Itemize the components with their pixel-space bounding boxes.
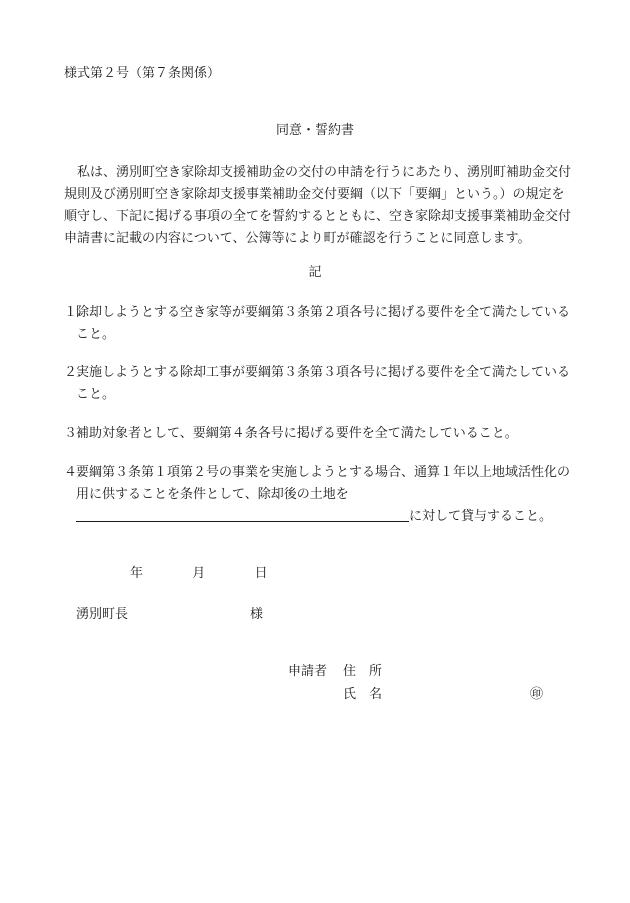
name-label: 氏 名 xyxy=(343,687,383,702)
item-number: １. xyxy=(64,305,82,320)
item-number: ４. xyxy=(64,465,82,480)
addressee-name: 湧別町長 xyxy=(76,607,129,622)
address-label: 住 所 xyxy=(343,664,383,679)
item-text-before-blank: 要綱第３条第１項第２号の事業を実施しようとする場合、通算１年以上地域活性化の用に供することを条件として、除却後の土地を xyxy=(76,465,571,502)
item-text xyxy=(76,462,576,528)
list-item xyxy=(64,462,576,528)
addressee xyxy=(76,604,263,626)
applicant-address-row xyxy=(288,661,382,683)
seal-mark: ㊞ xyxy=(530,687,544,702)
applicant-label: 申請者 xyxy=(288,664,328,679)
list-item xyxy=(64,362,576,406)
lessee-blank-field[interactable] xyxy=(76,507,409,522)
addressee-honorific: 様 xyxy=(250,607,264,622)
list-item xyxy=(64,302,576,346)
date-day-label: 日 xyxy=(254,566,268,581)
item-text: 補助対象者として、要綱第４条各号に掲げる要件を全て満たしていること。 xyxy=(76,426,518,441)
ki-label: 記 xyxy=(308,265,322,280)
item-text-after-blank: に対して貸与すること。 xyxy=(409,509,553,524)
date-year-label: 年 xyxy=(130,566,144,581)
intro-paragraph: 私は、湧別町空き家除却支援補助金の交付の申請を行うにあたり、湧別町補助金交付規則及び湧別町空き家除却支援事業補助金交付要綱（以下「要綱」という。）の規定を順守し、下記に掲げる事項の全てを誓約するとともに、空き家除却支援事業補助金交付申請書に記載の内容について、公簿等により町が確認を行うことに同意します。 xyxy=(64,165,572,246)
list-item xyxy=(64,423,576,445)
item-text: 除却しようとする空き家等が要綱第３条第２項各号に掲げる要件を全て満たしていること。 xyxy=(76,305,571,342)
form-number: 様式第２号（第７条関係） xyxy=(64,66,221,81)
date-month-label: 月 xyxy=(192,566,206,581)
item-number: ２. xyxy=(64,365,82,380)
item-number: ３. xyxy=(64,426,82,441)
date-row xyxy=(130,563,268,585)
item-text: 実施しようとする除却工事が要綱第３条第３項各号に掲げる要件を全て満たしていること。 xyxy=(76,365,571,402)
applicant-name-row xyxy=(343,684,382,706)
document-title: 同意・誓約書 xyxy=(275,123,354,138)
